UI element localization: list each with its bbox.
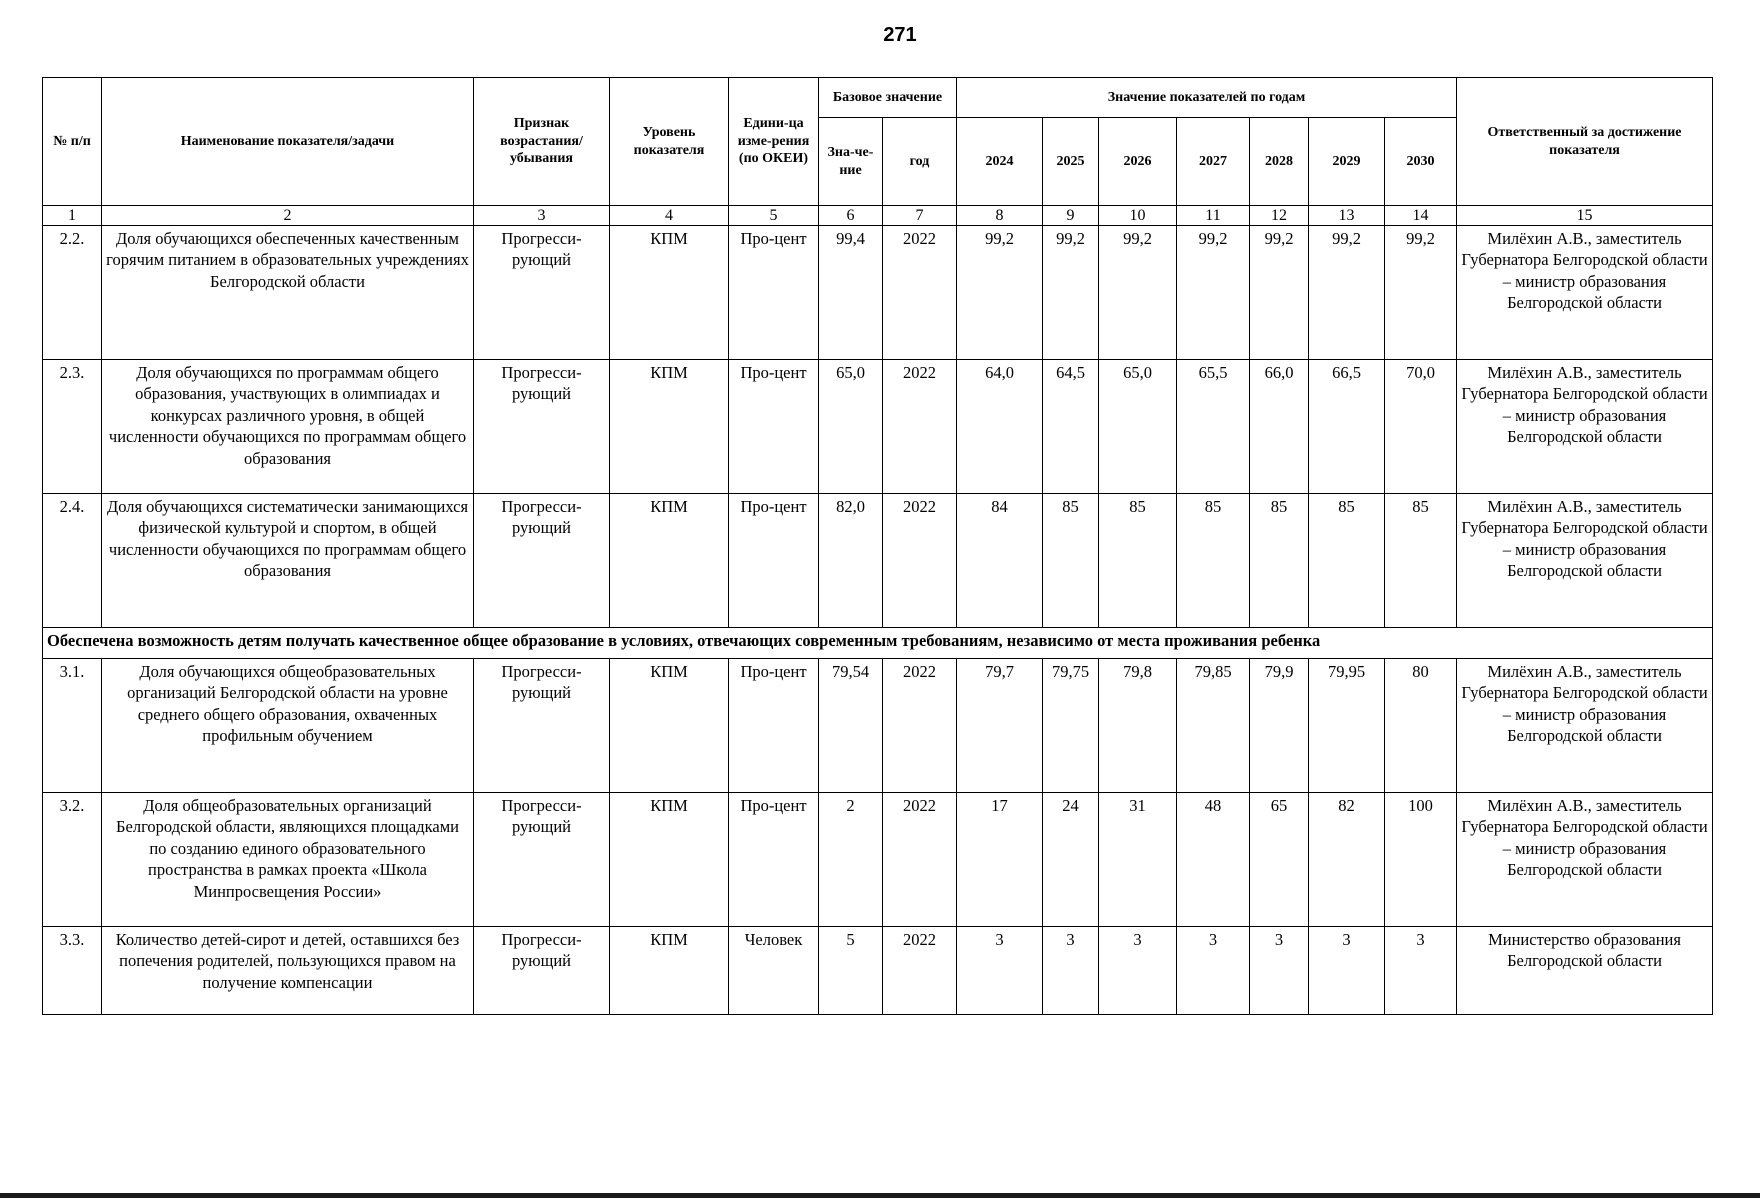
- row-num: 3.3.: [43, 927, 102, 1015]
- header-year: 2028: [1250, 118, 1309, 206]
- column-number: 15: [1457, 206, 1713, 226]
- row-value: 84: [957, 494, 1043, 628]
- column-number: 14: [1385, 206, 1457, 226]
- row-responsible: Милёхин А.В., заместитель Губернатора Белгородской области – министр образования Белгородской области: [1457, 793, 1713, 927]
- row-unit: Про-цент: [729, 793, 819, 927]
- row-base-value: 99,4: [819, 226, 883, 360]
- column-number: 1: [43, 206, 102, 226]
- indicators-table: [42, 77, 1713, 1015]
- header-trend: Признак возрастания/ убывания: [474, 78, 610, 206]
- header-years-group: Значение показателей по годам: [957, 78, 1457, 118]
- row-value: 79,8: [1099, 659, 1177, 793]
- row-responsible: Милёхин А.В., заместитель Губернатора Белгородской области – министр образования Белгородской области: [1457, 226, 1713, 360]
- header-unit: Едини-ца изме-рения (по ОКЕИ): [729, 78, 819, 206]
- column-number: 3: [474, 206, 610, 226]
- row-value: 85: [1177, 494, 1250, 628]
- row-responsible: Министерство образования Белгородской области: [1457, 927, 1713, 1015]
- row-value: 66,5: [1309, 360, 1385, 494]
- row-base-year: 2022: [883, 360, 957, 494]
- row-unit: Про-цент: [729, 360, 819, 494]
- row-base-value: 82,0: [819, 494, 883, 628]
- table-row: [43, 927, 1713, 1015]
- row-name: Доля обучающихся обеспеченных качественным горячим питанием в образовательных учреждениях Белгородской области: [102, 226, 474, 360]
- header-responsible: Ответственный за достижение показателя: [1457, 78, 1713, 206]
- header-base-group: Базовое значение: [819, 78, 957, 118]
- row-base-value: 65,0: [819, 360, 883, 494]
- row-base-year: 2022: [883, 226, 957, 360]
- row-name: Доля обучающихся по программам общего образования, участвующих в олимпиадах и конкурсах различного уровня, в общей численности обучающихся по программам общего образования: [102, 360, 474, 494]
- header-year: 2027: [1177, 118, 1250, 206]
- row-trend: Прогресси-рующий: [474, 793, 610, 927]
- header-year: 2030: [1385, 118, 1457, 206]
- row-value: 79,75: [1043, 659, 1099, 793]
- row-num: 2.3.: [43, 360, 102, 494]
- column-number: 5: [729, 206, 819, 226]
- column-number: 2: [102, 206, 474, 226]
- row-base-value: 79,54: [819, 659, 883, 793]
- row-value: 70,0: [1385, 360, 1457, 494]
- header-year: 2029: [1309, 118, 1385, 206]
- column-number: 8: [957, 206, 1043, 226]
- row-name: Доля обучающихся систематически занимающихся физической культурой и спортом, в общей численности обучающихся по программам общего образования: [102, 494, 474, 628]
- row-value: 79,95: [1309, 659, 1385, 793]
- column-number: 6: [819, 206, 883, 226]
- row-unit: Про-цент: [729, 494, 819, 628]
- row-value: 3: [1385, 927, 1457, 1015]
- row-value: 85: [1099, 494, 1177, 628]
- column-number: 7: [883, 206, 957, 226]
- row-responsible: Милёхин А.В., заместитель Губернатора Белгородской области – министр образования Белгородской области: [1457, 494, 1713, 628]
- row-trend: Прогресси-рующий: [474, 659, 610, 793]
- table-row: [43, 494, 1713, 628]
- header-year: 2025: [1043, 118, 1099, 206]
- row-value: 3: [1250, 927, 1309, 1015]
- row-value: 65,5: [1177, 360, 1250, 494]
- row-value: 99,2: [1043, 226, 1099, 360]
- row-value: 3: [1099, 927, 1177, 1015]
- row-value: 3: [1043, 927, 1099, 1015]
- row-value: 65: [1250, 793, 1309, 927]
- column-number: 11: [1177, 206, 1250, 226]
- header-name: Наименование показателя/задачи: [102, 78, 474, 206]
- row-value: 99,2: [1250, 226, 1309, 360]
- section-row: [43, 628, 1713, 659]
- row-unit: Про-цент: [729, 659, 819, 793]
- row-level: КПМ: [610, 226, 729, 360]
- row-base-year: 2022: [883, 494, 957, 628]
- row-level: КПМ: [610, 659, 729, 793]
- row-num: 2.4.: [43, 494, 102, 628]
- row-value: 31: [1099, 793, 1177, 927]
- row-value: 99,2: [1385, 226, 1457, 360]
- table-header: [43, 78, 1713, 226]
- row-responsible: Милёхин А.В., заместитель Губернатора Белгородской области – министр образования Белгородской области: [1457, 659, 1713, 793]
- row-value: 3: [957, 927, 1043, 1015]
- row-value: 79,9: [1250, 659, 1309, 793]
- row-value: 85: [1309, 494, 1385, 628]
- row-trend: Прогресси-рующий: [474, 494, 610, 628]
- row-value: 24: [1043, 793, 1099, 927]
- row-base-year: 2022: [883, 793, 957, 927]
- table-row: [43, 360, 1713, 494]
- column-number: 13: [1309, 206, 1385, 226]
- row-level: КПМ: [610, 494, 729, 628]
- header-num: № п/п: [43, 78, 102, 206]
- row-trend: Прогресси-рующий: [474, 927, 610, 1015]
- row-num: 3.2.: [43, 793, 102, 927]
- row-level: КПМ: [610, 360, 729, 494]
- row-base-year: 2022: [883, 659, 957, 793]
- column-number: 4: [610, 206, 729, 226]
- row-trend: Прогресси-рующий: [474, 360, 610, 494]
- row-responsible: Милёхин А.В., заместитель Губернатора Белгородской области – министр образования Белгородской области: [1457, 360, 1713, 494]
- row-unit: Про-цент: [729, 226, 819, 360]
- row-value: 85: [1385, 494, 1457, 628]
- column-numbers-row: [43, 206, 1713, 226]
- row-value: 85: [1250, 494, 1309, 628]
- column-number: 9: [1043, 206, 1099, 226]
- row-level: КПМ: [610, 793, 729, 927]
- table-row: [43, 793, 1713, 927]
- header-year: 2024: [957, 118, 1043, 206]
- row-base-year: 2022: [883, 927, 957, 1015]
- row-value: 85: [1043, 494, 1099, 628]
- row-value: 3: [1309, 927, 1385, 1015]
- row-name: Доля обучающихся общеобразовательных организаций Белгородской области на уровне среднего общего образования, охваченных профильным обучением: [102, 659, 474, 793]
- row-value: 100: [1385, 793, 1457, 927]
- row-base-value: 5: [819, 927, 883, 1015]
- row-value: 3: [1177, 927, 1250, 1015]
- header-level: Уровень показателя: [610, 78, 729, 206]
- row-value: 17: [957, 793, 1043, 927]
- row-value: 80: [1385, 659, 1457, 793]
- row-value: 79,7: [957, 659, 1043, 793]
- column-number: 12: [1250, 206, 1309, 226]
- row-value: 64,5: [1043, 360, 1099, 494]
- header-base-value: Зна-че-ние: [819, 118, 883, 206]
- row-value: 99,2: [1099, 226, 1177, 360]
- row-value: 82: [1309, 793, 1385, 927]
- row-value: 99,2: [1177, 226, 1250, 360]
- row-value: 99,2: [957, 226, 1043, 360]
- row-level: КПМ: [610, 927, 729, 1015]
- row-unit: Человек: [729, 927, 819, 1015]
- table-row: [43, 659, 1713, 793]
- row-name: Доля общеобразовательных организаций Белгородской области, являющихся площадками по созданию единого образовательного пространства в рамках проекта «Школа Минпросвещения России»: [102, 793, 474, 927]
- column-number: 10: [1099, 206, 1177, 226]
- row-trend: Прогресси-рующий: [474, 226, 610, 360]
- row-value: 64,0: [957, 360, 1043, 494]
- table-row: [43, 226, 1713, 360]
- page-bottom-rule: [0, 1193, 1760, 1198]
- row-base-value: 2: [819, 793, 883, 927]
- row-value: 79,85: [1177, 659, 1250, 793]
- row-num: 2.2.: [43, 226, 102, 360]
- row-num: 3.1.: [43, 659, 102, 793]
- row-value: 66,0: [1250, 360, 1309, 494]
- row-value: 65,0: [1099, 360, 1177, 494]
- row-value: 48: [1177, 793, 1250, 927]
- header-base-year: год: [883, 118, 957, 206]
- row-value: 99,2: [1309, 226, 1385, 360]
- page-number: 271: [883, 24, 917, 46]
- section-title: Обеспечена возможность детям получать качественное общее образование в условиях, отвечающих современным требованиям, независимо от места проживания ребенка: [43, 628, 1713, 659]
- row-name: Количество детей-сирот и детей, оставшихся без попечения родителей, пользующихся правом на получение компенсации: [102, 927, 474, 1015]
- header-year: 2026: [1099, 118, 1177, 206]
